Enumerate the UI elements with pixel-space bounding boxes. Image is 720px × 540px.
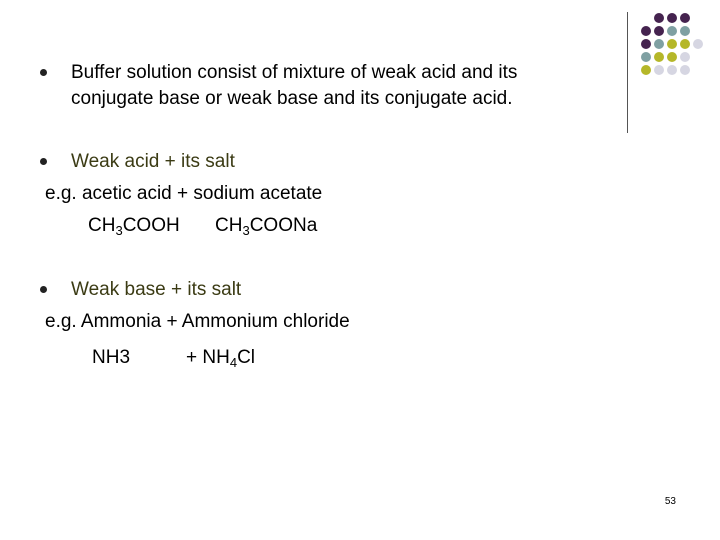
divider-line [627, 12, 628, 133]
bullet-2-example: e.g. acetic acid + sodium acetate [45, 183, 323, 204]
decorative-dot [680, 52, 690, 62]
ammonium-chloride-formula: + $NH_4Cl$ [186, 347, 256, 370]
decorative-dot [641, 52, 651, 62]
decorative-dot [667, 65, 677, 75]
bullet-2-heading: Weak acid + its salt [71, 151, 235, 172]
decorative-dot [680, 26, 690, 36]
decorative-dot [667, 39, 677, 49]
acetic-acid-formula: $CH_3COOH$ [88, 215, 180, 238]
bullet-icon [40, 158, 47, 165]
decorative-dot [654, 26, 664, 36]
bullet-icon [40, 286, 47, 293]
decorative-dot [641, 39, 651, 49]
decorative-dot [654, 13, 664, 23]
bullet-1-line-1: Buffer solution consist of mixture of weak acid and its [71, 62, 518, 83]
decorative-dot [654, 39, 664, 49]
bullet-icon [40, 69, 47, 76]
page-number: 53 [664, 496, 676, 507]
decorative-dot [641, 65, 651, 75]
decorative-dot [654, 52, 664, 62]
bullet-3-example: e.g. Ammonia + Ammonium chloride [45, 311, 350, 332]
decorative-dot [641, 26, 651, 36]
decorative-dot [667, 13, 677, 23]
decorative-dot [667, 26, 677, 36]
bullet-3-heading: Weak base + its salt [71, 279, 242, 300]
decorative-dot [680, 13, 690, 23]
decorative-dot [680, 39, 690, 49]
ammonia-formula: NH3 [92, 347, 131, 368]
decorative-dot [654, 65, 664, 75]
decorative-dot [693, 39, 703, 49]
decorative-dot [667, 52, 677, 62]
decorative-dot [680, 65, 690, 75]
sodium-acetate-formula: $CH_3COONa$ [215, 215, 318, 238]
bullet-1-line-2: conjugate base or weak base and its conjugate acid. [71, 88, 513, 109]
